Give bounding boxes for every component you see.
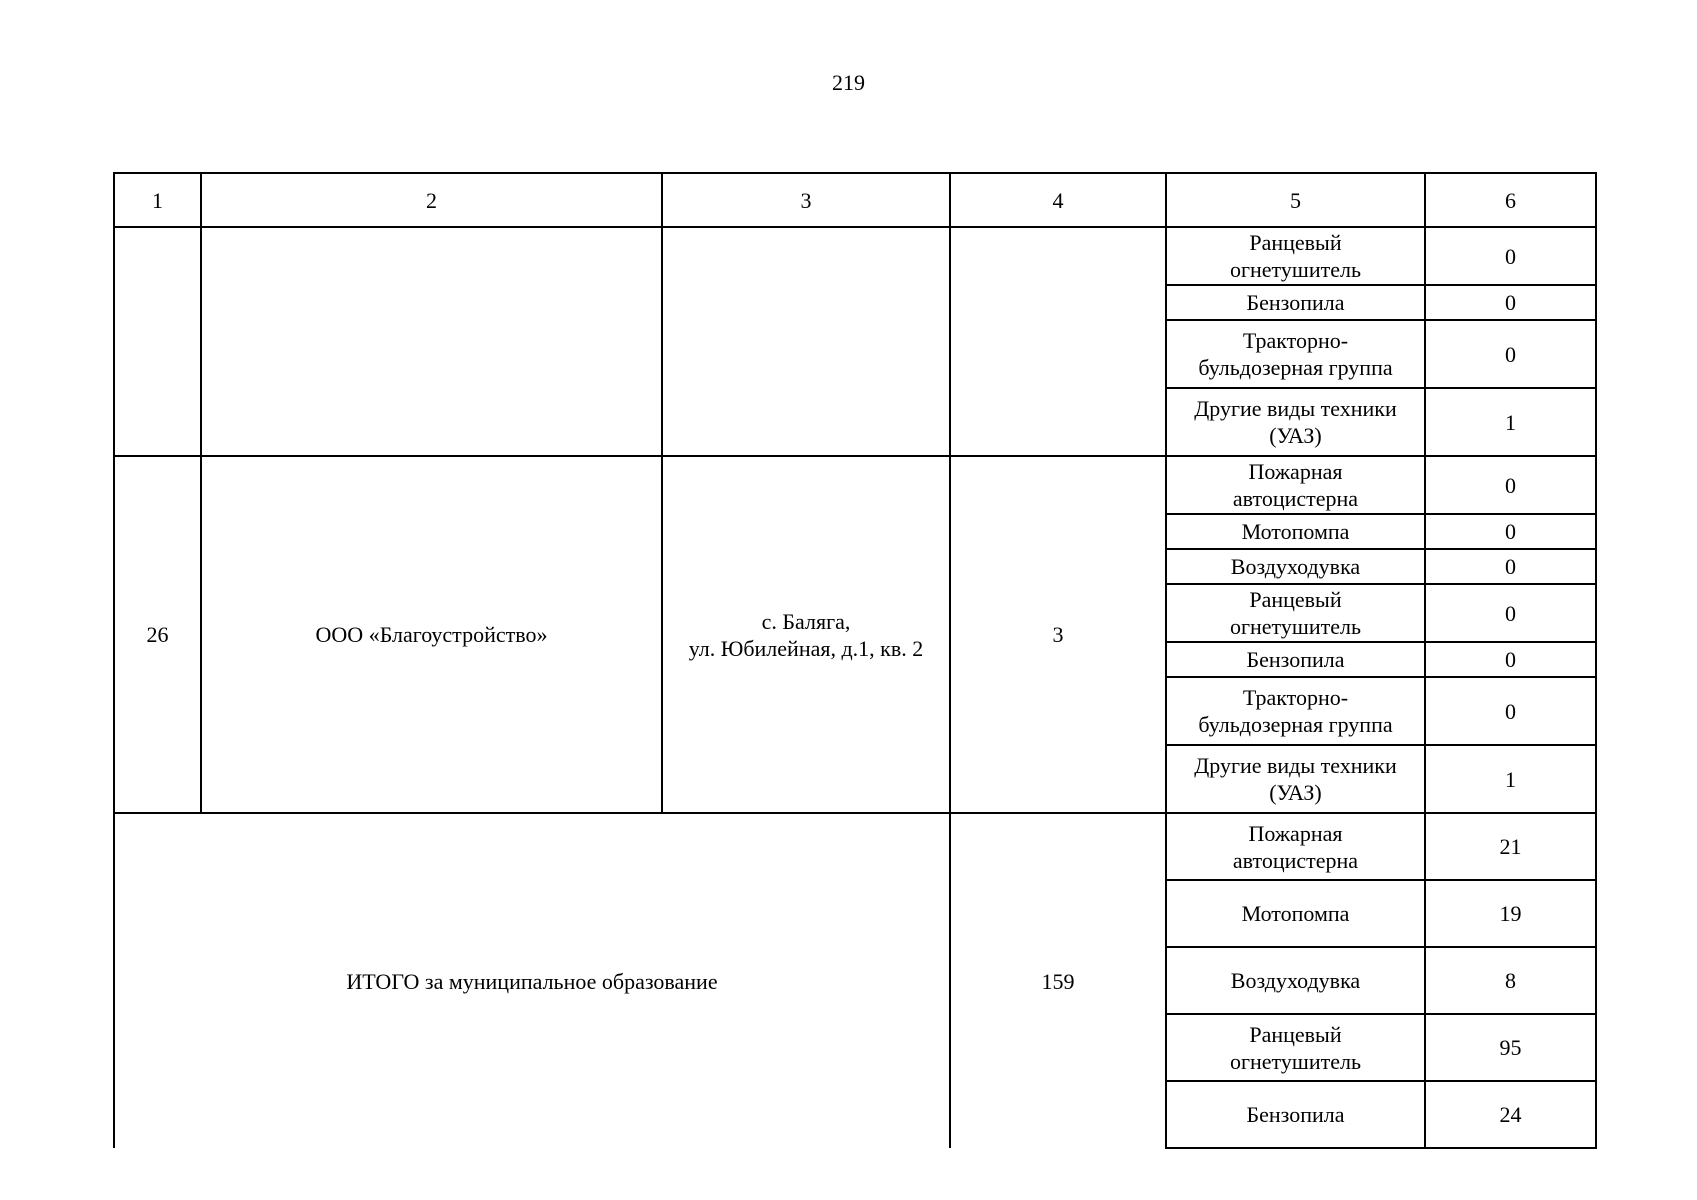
column-number-header: 4 [950, 173, 1166, 227]
count-cell: 1 [1425, 745, 1596, 813]
equipment-cell: Ранцевый огнетушитель [1166, 227, 1425, 285]
count-cell: 0 [1425, 549, 1596, 584]
staff-cell: 3 [950, 456, 1166, 813]
column-number-header: 1 [114, 173, 201, 227]
equipment-cell: Мотопомпа [1166, 880, 1425, 947]
count-cell: 0 [1425, 677, 1596, 745]
number-cell: 26 [114, 456, 201, 813]
count-cell: 8 [1425, 947, 1596, 1014]
column-number-row [114, 173, 1596, 227]
column-number-header: 6 [1425, 173, 1596, 227]
equipment-cell: Воздуходувка [1166, 947, 1425, 1014]
table-row [114, 456, 1596, 514]
address-cell: с. Баляга, ул. Юбилейная, д.1, кв. 2 [662, 456, 950, 813]
equipment-cell: Бензопила [1166, 1081, 1425, 1148]
count-cell: 0 [1425, 514, 1596, 549]
equipment-cell: Пожарная автоцистерна [1166, 456, 1425, 514]
column-number-header: 5 [1166, 173, 1425, 227]
equipment-cell: Ранцевый огнетушитель [1166, 584, 1425, 642]
number-cell [114, 227, 201, 456]
staff-cell [950, 227, 1166, 456]
equipment-cell: Воздуходувка [1166, 549, 1425, 584]
page-number: 219 [832, 70, 865, 95]
count-cell: 0 [1425, 456, 1596, 514]
count-cell: 0 [1425, 227, 1596, 285]
count-cell: 95 [1425, 1014, 1596, 1081]
address-cell [662, 227, 950, 456]
count-cell: 21 [1425, 813, 1596, 880]
count-cell: 0 [1425, 320, 1596, 388]
equipment-cell: Пожарная автоцистерна [1166, 813, 1425, 880]
organization-cell: ООО «Благоустройство» [201, 456, 662, 813]
column-number-header: 3 [662, 173, 950, 227]
organization-cell [201, 227, 662, 456]
equipment-cell: Тракторно- бульдозерная группа [1166, 677, 1425, 745]
table-row [114, 227, 1596, 285]
count-cell: 0 [1425, 584, 1596, 642]
count-cell: 0 [1425, 642, 1596, 677]
count-cell: 0 [1425, 285, 1596, 320]
count-cell: 1 [1425, 388, 1596, 456]
total-staff: 159 [950, 813, 1166, 1148]
equipment-cell: Ранцевый огнетушитель [1166, 1014, 1425, 1081]
equipment-cell: Другие виды техники (УАЗ) [1166, 388, 1425, 456]
equipment-table [113, 172, 1597, 1149]
column-number-header: 2 [201, 173, 662, 227]
equipment-cell: Мотопомпа [1166, 514, 1425, 549]
equipment-cell: Тракторно- бульдозерная группа [1166, 320, 1425, 388]
count-cell: 19 [1425, 880, 1596, 947]
count-cell: 24 [1425, 1081, 1596, 1148]
equipment-cell: Бензопила [1166, 642, 1425, 677]
total-label: ИТОГО за муниципальное образование [114, 813, 950, 1148]
equipment-cell: Другие виды техники (УАЗ) [1166, 745, 1425, 813]
total-row [114, 813, 1596, 880]
equipment-cell: Бензопила [1166, 285, 1425, 320]
